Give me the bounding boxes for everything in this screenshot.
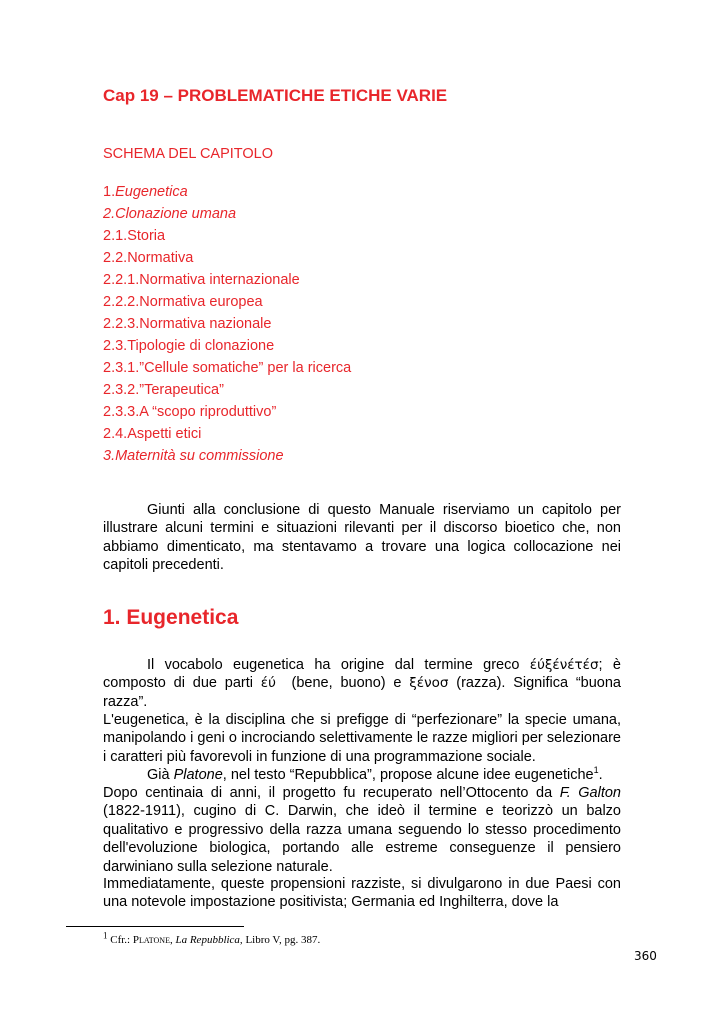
footnote-divider: [66, 926, 244, 927]
author-name: F. Galton: [559, 785, 621, 801]
toc-item[interactable]: [103, 401, 351, 423]
footnote-reference[interactable]: 1: [593, 765, 599, 776]
toc-item-label: Eugenetica: [115, 184, 188, 200]
toc-item[interactable]: [103, 445, 351, 467]
toc-item-number: 2.3.2.: [103, 382, 140, 398]
body-paragraph-3: Già Platone, nel testo “Repubblica”, propose alcune idee eugenetiche$^1$.: [147, 765, 603, 783]
toc-item-number: 2.1.: [103, 228, 128, 244]
toc-item-number: 2.2.2.: [103, 294, 140, 310]
toc-item-number: 2.3.1.: [103, 360, 140, 376]
toc-item[interactable]: [103, 335, 351, 357]
toc-item-number: 3.: [103, 448, 116, 464]
body-paragraph-5: Immediatamente, queste propensioni razziste, si divulgarono in due Paesi con una notevole impostazione positivista; Germania ed Inghilterra, dove la: [103, 876, 621, 911]
schema-heading: SCHEMA DEL CAPITOLO: [103, 146, 274, 162]
toc-item-label: Normativa internazionale: [139, 272, 300, 288]
toc-item[interactable]: [103, 247, 351, 269]
table-of-contents: [103, 181, 351, 467]
toc-item[interactable]: [103, 181, 351, 203]
body-paragraph-4: Dopo centinaia di anni, il progetto fu recuperato nell’Ottocento da F. Galton (1822-1911), cugino di C. Darwin, che ideò il termine e teorizzò un balzo qualitativo e progressivo della razza umana seguendo lo stesso procedimento dell'evoluzione biologica, portando alle estreme conseguenze il pensiero darwiniano sulla selezione naturale.: [103, 785, 621, 875]
toc-item-number: 2.2.3.: [103, 316, 140, 332]
greek-term: έύξένέτέσ: [529, 657, 599, 673]
toc-item-label: Tipologie di clonazione: [127, 338, 275, 354]
page-number: 360: [634, 949, 657, 963]
footnote-number: 1: [103, 930, 108, 941]
toc-item-number: 2.3.: [103, 338, 128, 354]
toc-item[interactable]: [103, 203, 351, 225]
intro-paragraph: Giunti alla conclusione di questo Manuale riserviamo un capitolo per illustrare alcuni termini e situazioni rilevanti per il discorso bioetico che, non abbiamo dimenticato, ma stentavamo a trovare una logica collocazione nei capitoli precedenti.: [103, 502, 621, 574]
toc-item-label: Normativa europea: [139, 294, 263, 310]
toc-item-label: Maternità su commissione: [115, 448, 284, 464]
author-name: Platone: [173, 767, 223, 783]
body-paragraph-2: L'eugenetica, è la disciplina che si prefigge di “perfezionare” la specie umana, manipolando i geni o incrociando selettivamente le razze migliori per selezionare i caratteri più favorevoli in funzione di una programmazione sociale.: [103, 712, 621, 765]
toc-item[interactable]: [103, 291, 351, 313]
toc-item-label: ”Terapeutica”: [139, 382, 224, 398]
toc-item-number: 2.2.1.: [103, 272, 140, 288]
toc-item-number: 2.4.: [103, 426, 128, 442]
toc-item-label: Aspetti etici: [127, 426, 202, 442]
toc-item-number: 1.: [103, 184, 116, 200]
greek-term: ξένοσ: [409, 675, 449, 692]
toc-item-label: A “scopo riproduttivo”: [139, 404, 277, 420]
toc-item[interactable]: [103, 269, 351, 291]
toc-item[interactable]: [103, 379, 351, 401]
toc-item[interactable]: [103, 313, 351, 335]
body-paragraph-1: Il vocabolo eugenetica ha origine dal termine greco έύξένέτέσ; è composto di due parti έύ (bene, buono) e ξένοσ (razza). Significa “buona razza”.: [103, 657, 621, 710]
toc-item-number: 2.2.: [103, 250, 128, 266]
toc-item[interactable]: [103, 423, 351, 445]
toc-item-number: 2.3.3.: [103, 404, 140, 420]
greek-term: έύ: [260, 675, 276, 692]
toc-item-label: Normativa nazionale: [139, 316, 272, 332]
toc-item[interactable]: [103, 225, 351, 247]
toc-item-label: Clonazione umana: [115, 206, 237, 222]
toc-item[interactable]: [103, 357, 351, 379]
section-title: 1. Eugenetica: [103, 606, 239, 629]
toc-item-label: Normativa: [127, 250, 194, 266]
toc-item-label: ”Cellule somatiche” per la ricerca: [139, 360, 352, 376]
toc-item-label: Storia: [127, 228, 166, 244]
footnote: $^1$ Cfr.: Platone, La Repubblica, Libro V, pg. 387.: [103, 930, 321, 946]
chapter-title: Cap 19 – PROBLEMATICHE ETICHE VARIE: [103, 86, 448, 105]
toc-item-number: 2.: [103, 206, 116, 222]
